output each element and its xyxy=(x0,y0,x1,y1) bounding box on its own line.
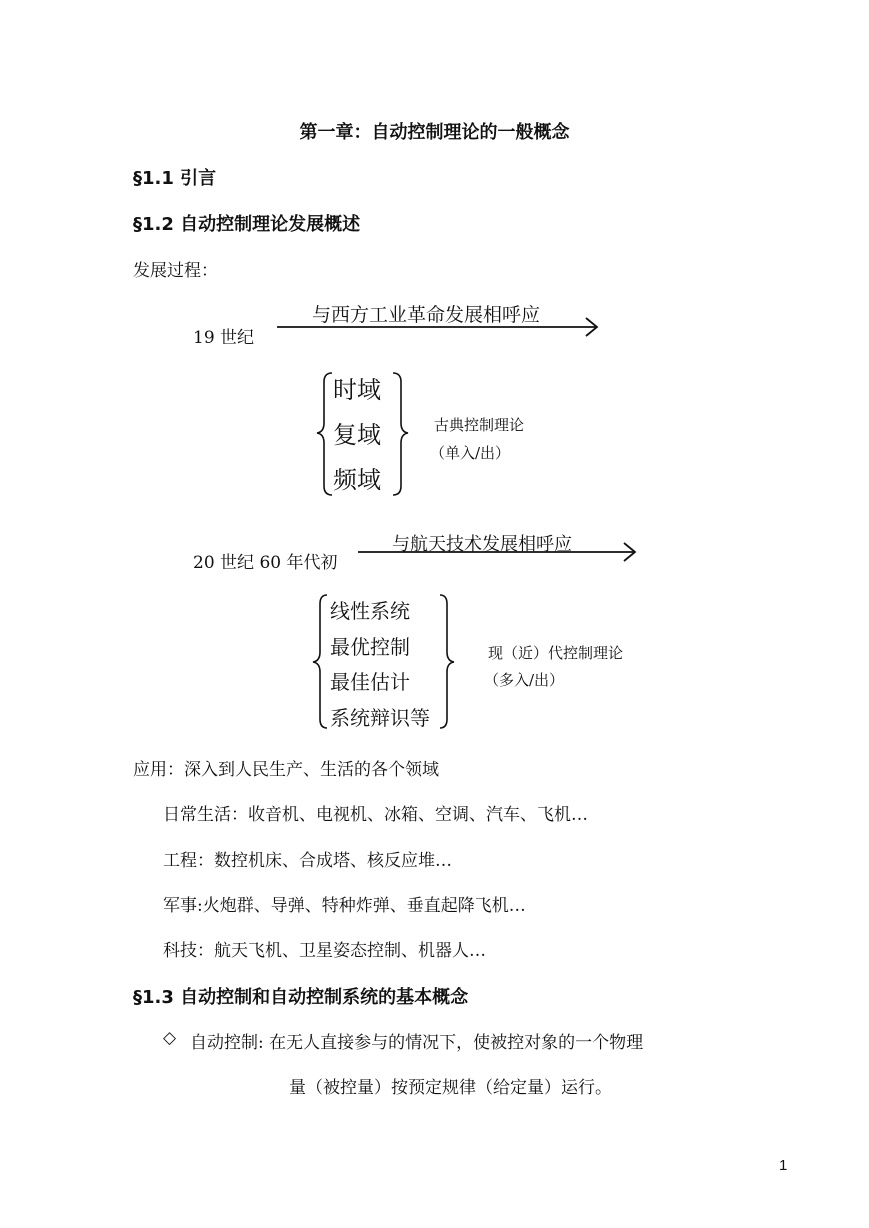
definition-line-2: 量（被控量）按预定规律（给定量）运行。 xyxy=(289,1078,612,1098)
application-science: 科技：航天飞机、卫星姿态控制、机器人… xyxy=(163,941,486,961)
era2-arrow-label: 与航天技术发展相呼应 xyxy=(392,534,572,555)
era2-theory: 现（近）代控制理论 xyxy=(488,644,624,662)
chapter-title: 第一章：自动控制理论的一般概念 xyxy=(299,122,570,143)
era2-time: 20 世纪 60 年代初 xyxy=(193,553,338,573)
era1-theory: 古典控制理论 xyxy=(434,416,525,434)
era2-item-optimal-control: 最优控制 xyxy=(330,635,410,659)
definition-bullet: ◇ xyxy=(163,1028,177,1048)
application-engineering: 工程：数控机床、合成塔、核反应堆… xyxy=(163,851,452,871)
page-number: 1 xyxy=(779,1157,788,1174)
era1-io: （单入/出） xyxy=(430,444,511,462)
era2-left-brace xyxy=(313,595,327,728)
era2-item-linear-systems: 线性系统 xyxy=(330,599,410,623)
development-label: 发展过程： xyxy=(133,261,218,281)
definition-line-1: 自动控制: 在无人直接参与的情况下，使被控对象的一个物理 xyxy=(190,1033,644,1053)
era2-item-system-identification: 系统辩识等 xyxy=(330,706,430,730)
era2-io: （多入/出） xyxy=(484,671,565,689)
application-daily-life: 日常生活：收音机、电视机、冰箱、空调、汽车、飞机… xyxy=(163,805,588,825)
era1-item-time-domain: 时域 xyxy=(333,376,381,404)
application-intro: 应用：深入到人民生产、生活的各个领域 xyxy=(133,760,439,780)
era1-time: 19 世纪 xyxy=(193,328,255,348)
era1-arrow-label: 与西方工业革命发展相呼应 xyxy=(312,304,541,326)
era2-item-optimal-estimation: 最佳估计 xyxy=(330,670,410,694)
era2-right-brace xyxy=(440,595,454,728)
era1-right-brace xyxy=(393,373,408,495)
application-military: 军事:火炮群、导弹、特种炸弹、垂直起降飞机… xyxy=(163,896,526,916)
era1-item-frequency-domain: 频域 xyxy=(333,466,381,494)
section-1-2-heading: §1.2 自动控制理论发展概述 xyxy=(133,214,361,235)
era1-item-complex-domain: 复域 xyxy=(333,421,381,449)
era1-left-brace xyxy=(317,373,332,495)
section-1-1-heading: §1.1 引言 xyxy=(133,168,217,189)
section-1-3-heading: §1.3 自动控制和自动控制系统的基本概念 xyxy=(133,987,469,1008)
